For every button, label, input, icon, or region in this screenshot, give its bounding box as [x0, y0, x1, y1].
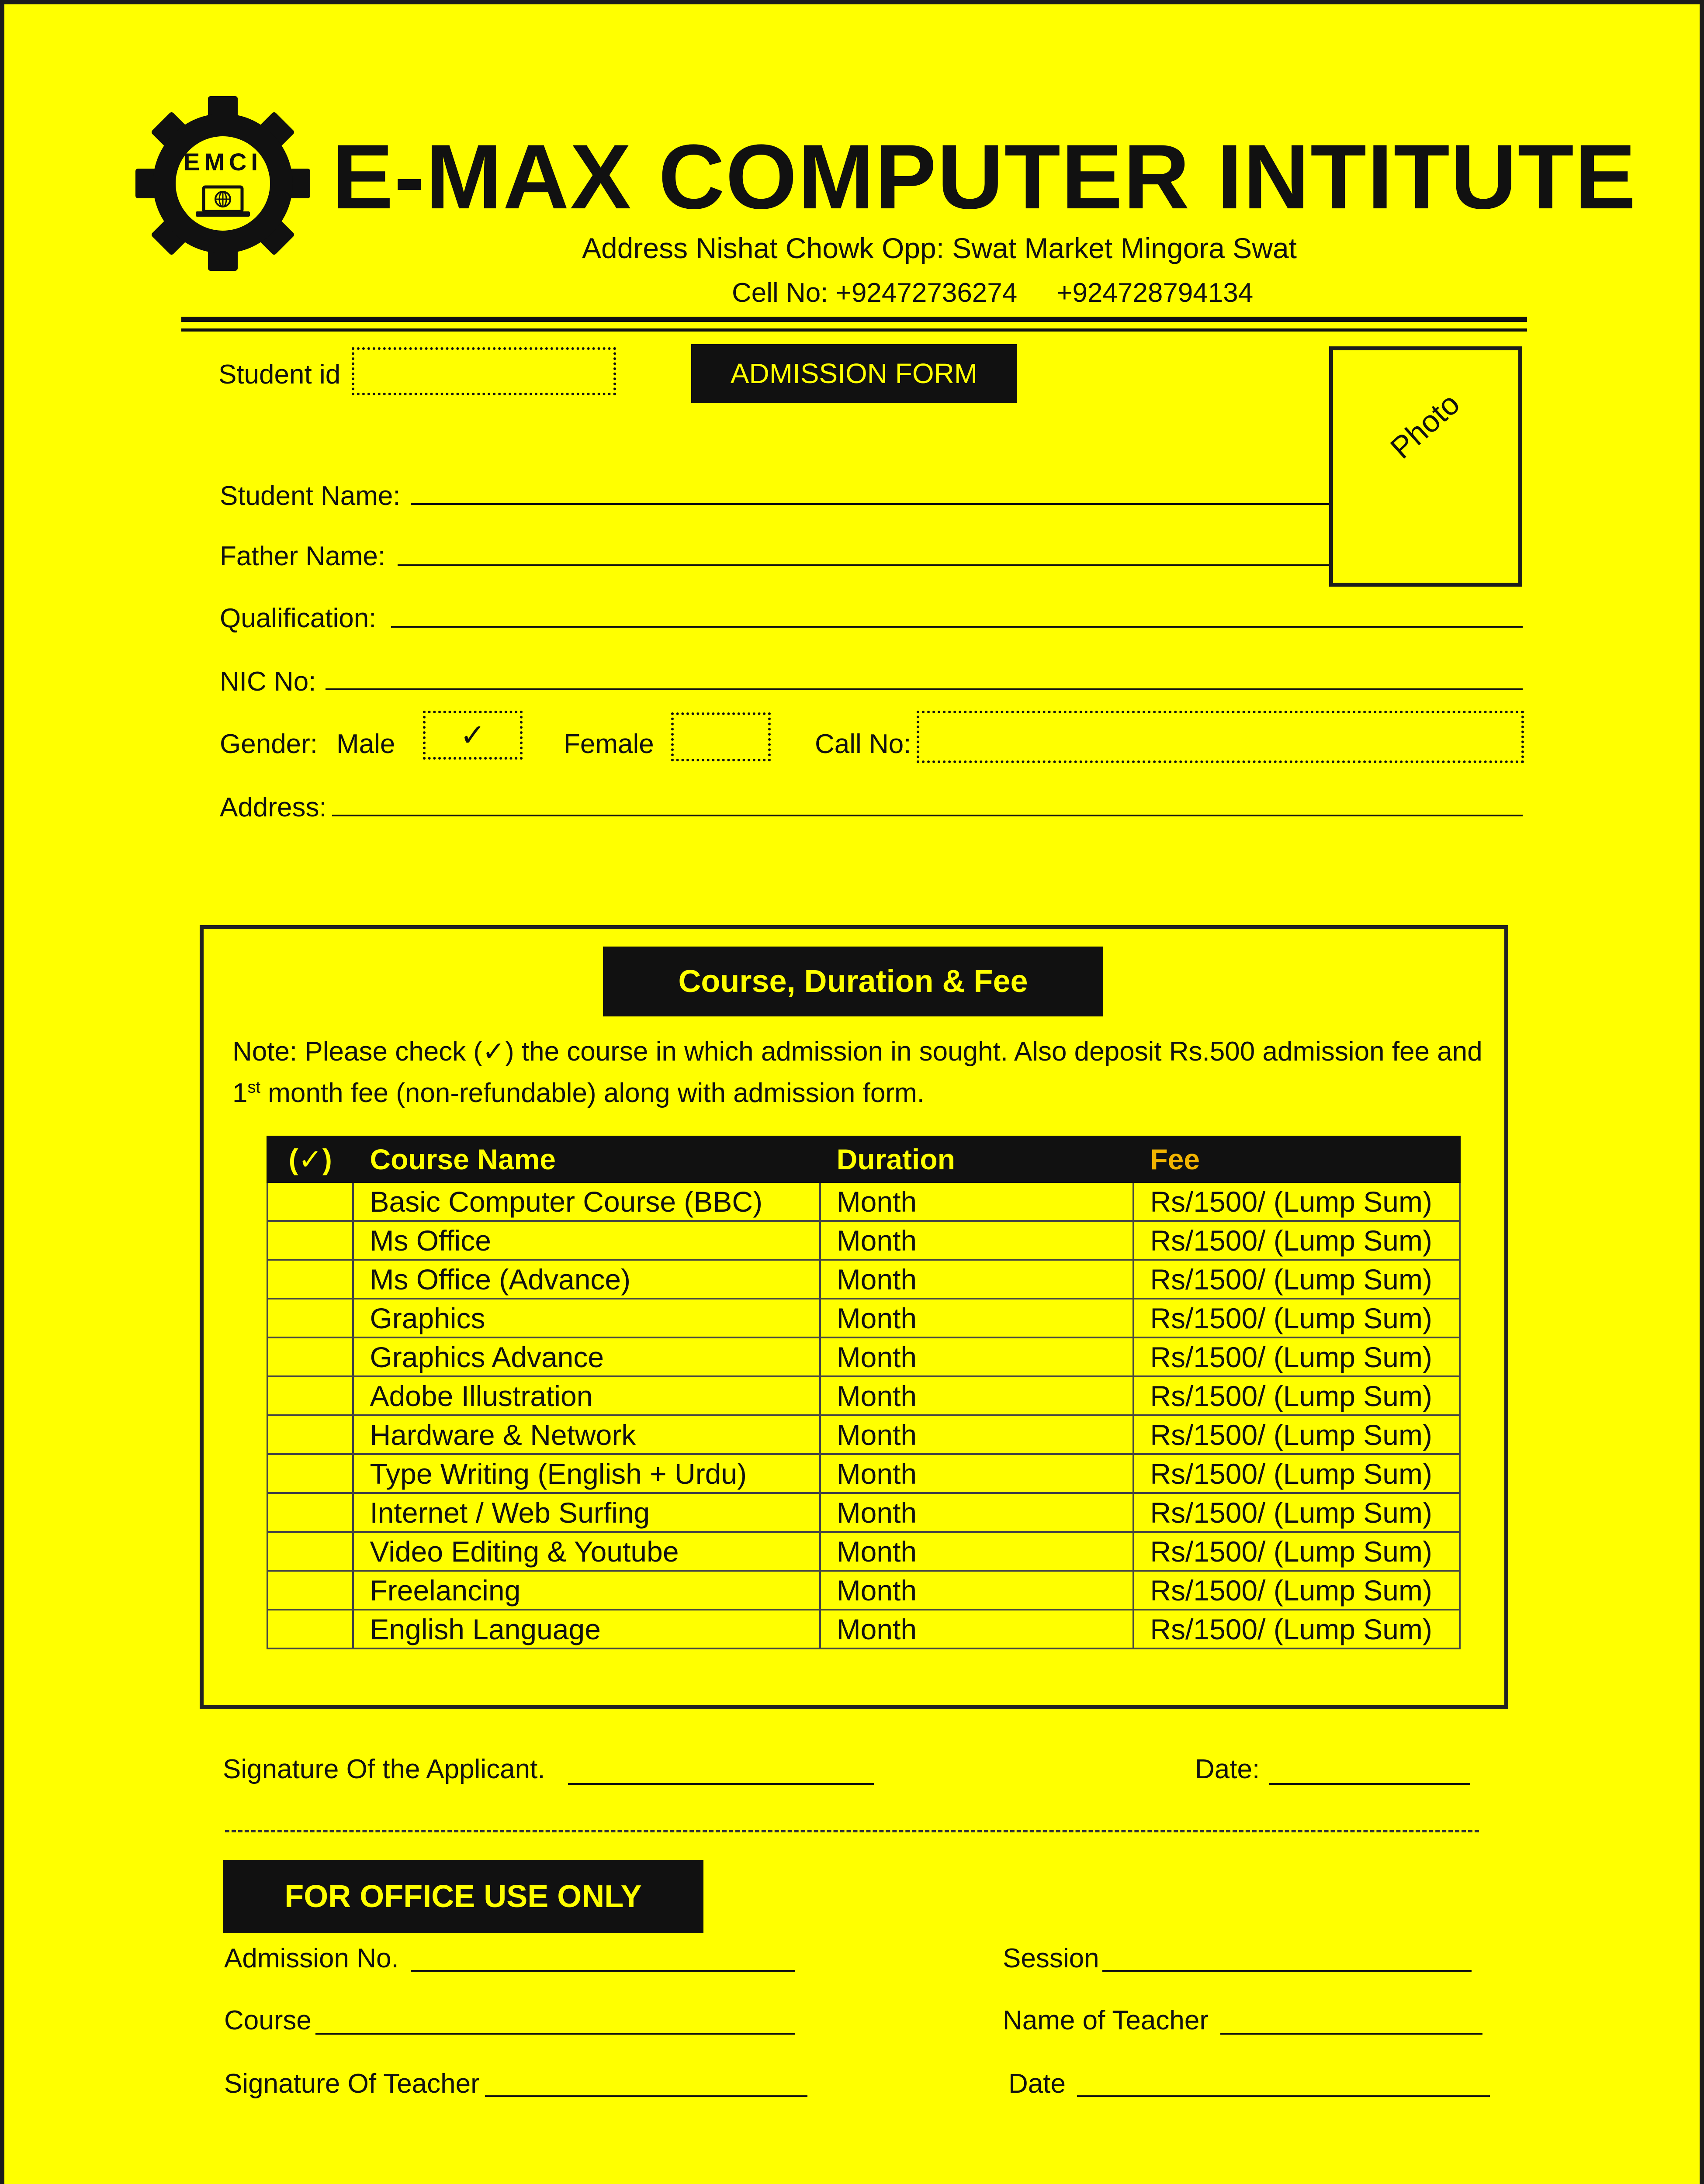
- logo-text: EMCI: [184, 148, 262, 176]
- father-name-field[interactable]: [398, 564, 1329, 566]
- male-label: Male: [336, 729, 395, 759]
- office-date-label: Date: [1008, 2069, 1066, 2099]
- course-name-cell: English Language: [353, 1610, 820, 1648]
- fee-cell: Rs/1500/ (Lump Sum): [1133, 1454, 1460, 1493]
- checkmark-icon: ✓: [460, 718, 486, 752]
- teacher-name-label: Name of Teacher: [1003, 2005, 1209, 2035]
- institute-title: E-MAX COMPUTER INTITUTE: [332, 125, 1637, 228]
- qualification-field[interactable]: [391, 626, 1523, 628]
- course-name-cell: Freelancing: [353, 1571, 820, 1610]
- address-label: Address:: [220, 792, 327, 822]
- cell-number-2: +924728794134: [1056, 278, 1254, 308]
- course-section-heading: Course, Duration & Fee: [603, 947, 1103, 1016]
- nic-label: NIC No:: [220, 667, 316, 697]
- office-course-field[interactable]: [315, 2033, 795, 2035]
- course-check-cell[interactable]: [267, 1532, 353, 1571]
- column-header-check: (✓): [267, 1137, 353, 1182]
- applicant-signature-label: Signature Of the Applicant.: [223, 1754, 545, 1784]
- fee-cell: Rs/1500/ (Lump Sum): [1133, 1493, 1460, 1532]
- cell-number-1: Cell No: +92472736274: [732, 278, 1018, 308]
- institute-address: Address Nishat Chowk Opp: Swat Market Mingora Swat: [582, 232, 1297, 264]
- fee-cell: Rs/1500/ (Lump Sum): [1133, 1376, 1460, 1415]
- column-header-course: Course Name: [353, 1137, 820, 1182]
- note-text-1: Note: Please check (✓) the course in which admission in sought. Also deposit Rs.500 admission fee and 1: [232, 1037, 1482, 1108]
- admission-no-field[interactable]: [411, 1970, 795, 1972]
- applicant-signature-field[interactable]: [568, 1783, 874, 1785]
- header-rule-thick: [181, 317, 1527, 322]
- course-note: [232, 1031, 1491, 1114]
- female-checkbox[interactable]: [671, 712, 771, 761]
- office-course-label: Course: [224, 2005, 312, 2035]
- fee-cell: Rs/1500/ (Lump Sum): [1133, 1571, 1460, 1610]
- fee-cell: Rs/1500/ (Lump Sum): [1133, 1299, 1460, 1337]
- call-no-field[interactable]: [917, 711, 1524, 763]
- course-name-cell: Ms Office: [353, 1221, 820, 1260]
- nic-field[interactable]: [326, 688, 1523, 690]
- table-row: [267, 1337, 1460, 1376]
- address-field[interactable]: [332, 815, 1523, 816]
- duration-cell: Month: [820, 1454, 1134, 1493]
- student-id-field[interactable]: [352, 347, 616, 395]
- course-name-cell: Video Editing & Youtube: [353, 1532, 820, 1571]
- female-label: Female: [564, 729, 654, 759]
- note-superscript: st: [247, 1078, 261, 1097]
- call-no-label: Call No:: [815, 729, 911, 759]
- duration-cell: Month: [820, 1532, 1134, 1571]
- session-field[interactable]: [1102, 1970, 1472, 1972]
- table-row: [267, 1299, 1460, 1337]
- session-label: Session: [1003, 1943, 1099, 1973]
- student-name-field[interactable]: [411, 503, 1329, 505]
- duration-cell: Month: [820, 1571, 1134, 1610]
- duration-cell: Month: [820, 1415, 1134, 1454]
- note-text-2: month fee (non-refundable) along with admission form.: [260, 1078, 925, 1108]
- header-rule-thin: [181, 328, 1527, 332]
- teacher-signature-field[interactable]: [485, 2095, 807, 2097]
- fee-cell: Rs/1500/ (Lump Sum): [1133, 1415, 1460, 1454]
- duration-cell: Month: [820, 1299, 1134, 1337]
- course-check-cell[interactable]: [267, 1415, 353, 1454]
- column-header-duration: Duration: [820, 1137, 1134, 1182]
- admission-form-title: ADMISSION FORM: [691, 344, 1017, 403]
- course-name-cell: Ms Office (Advance): [353, 1260, 820, 1299]
- laptop-icon: [196, 187, 250, 217]
- photo-box[interactable]: [1329, 346, 1522, 587]
- cut-line: [225, 1830, 1479, 1832]
- course-name-cell: Type Writing (English + Urdu): [353, 1454, 820, 1493]
- photo-label: Photo: [1384, 386, 1466, 465]
- teacher-signature-label: Signature Of Teacher: [224, 2069, 480, 2099]
- duration-cell: Month: [820, 1376, 1134, 1415]
- duration-cell: Month: [820, 1260, 1134, 1299]
- table-row: [267, 1571, 1460, 1610]
- column-header-fee: Fee: [1133, 1137, 1460, 1182]
- fee-cell: Rs/1500/ (Lump Sum): [1133, 1182, 1460, 1221]
- fee-cell: Rs/1500/ (Lump Sum): [1133, 1221, 1460, 1260]
- qualification-label: Qualification:: [220, 603, 377, 633]
- course-check-cell[interactable]: [267, 1493, 353, 1532]
- table-row: [267, 1415, 1460, 1454]
- course-name-cell: Basic Computer Course (BBC): [353, 1182, 820, 1221]
- admission-no-label: Admission No.: [224, 1943, 399, 1973]
- table-row: [267, 1260, 1460, 1299]
- duration-cell: Month: [820, 1493, 1134, 1532]
- duration-cell: Month: [820, 1221, 1134, 1260]
- course-check-cell[interactable]: [267, 1454, 353, 1493]
- course-check-cell[interactable]: [267, 1337, 353, 1376]
- course-table: [267, 1136, 1461, 1649]
- teacher-name-field[interactable]: [1220, 2033, 1482, 2035]
- male-checkbox[interactable]: [423, 711, 523, 760]
- course-check-cell[interactable]: [267, 1610, 353, 1648]
- course-check-cell[interactable]: [267, 1182, 353, 1221]
- gender-label: Gender:: [220, 729, 318, 759]
- office-date-field[interactable]: [1077, 2095, 1490, 2097]
- student-id-label: Student id: [218, 359, 341, 390]
- table-header-row: [267, 1137, 1460, 1182]
- course-name-cell: Adobe Illustration: [353, 1376, 820, 1415]
- table-row: [267, 1532, 1460, 1571]
- applicant-date-label: Date:: [1195, 1754, 1260, 1784]
- fee-cell: Rs/1500/ (Lump Sum): [1133, 1260, 1460, 1299]
- fee-cell: Rs/1500/ (Lump Sum): [1133, 1610, 1460, 1648]
- student-name-label: Student Name:: [220, 481, 401, 511]
- table-row: [267, 1376, 1460, 1415]
- course-name-cell: Graphics: [353, 1299, 820, 1337]
- table-row: [267, 1182, 1460, 1221]
- course-name-cell: Internet / Web Surfing: [353, 1493, 820, 1532]
- table-row: [267, 1493, 1460, 1532]
- fee-cell: Rs/1500/ (Lump Sum): [1133, 1337, 1460, 1376]
- duration-cell: Month: [820, 1337, 1134, 1376]
- office-use-heading: FOR OFFICE USE ONLY: [223, 1860, 703, 1933]
- table-row: [267, 1610, 1460, 1648]
- course-check-cell[interactable]: [267, 1299, 353, 1337]
- course-name-cell: Graphics Advance: [353, 1337, 820, 1376]
- father-name-label: Father Name:: [220, 541, 386, 571]
- course-check-cell[interactable]: [267, 1571, 353, 1610]
- course-check-cell[interactable]: [267, 1221, 353, 1260]
- emci-gear-logo: [131, 92, 315, 275]
- duration-cell: Month: [820, 1182, 1134, 1221]
- course-check-cell[interactable]: [267, 1260, 353, 1299]
- course-name-cell: Hardware & Network: [353, 1415, 820, 1454]
- course-check-cell[interactable]: [267, 1376, 353, 1415]
- cell-numbers: [732, 280, 1253, 307]
- table-row: [267, 1454, 1460, 1493]
- table-row: [267, 1221, 1460, 1260]
- duration-cell: Month: [820, 1610, 1134, 1648]
- fee-cell: Rs/1500/ (Lump Sum): [1133, 1532, 1460, 1571]
- applicant-date-field[interactable]: [1269, 1783, 1470, 1785]
